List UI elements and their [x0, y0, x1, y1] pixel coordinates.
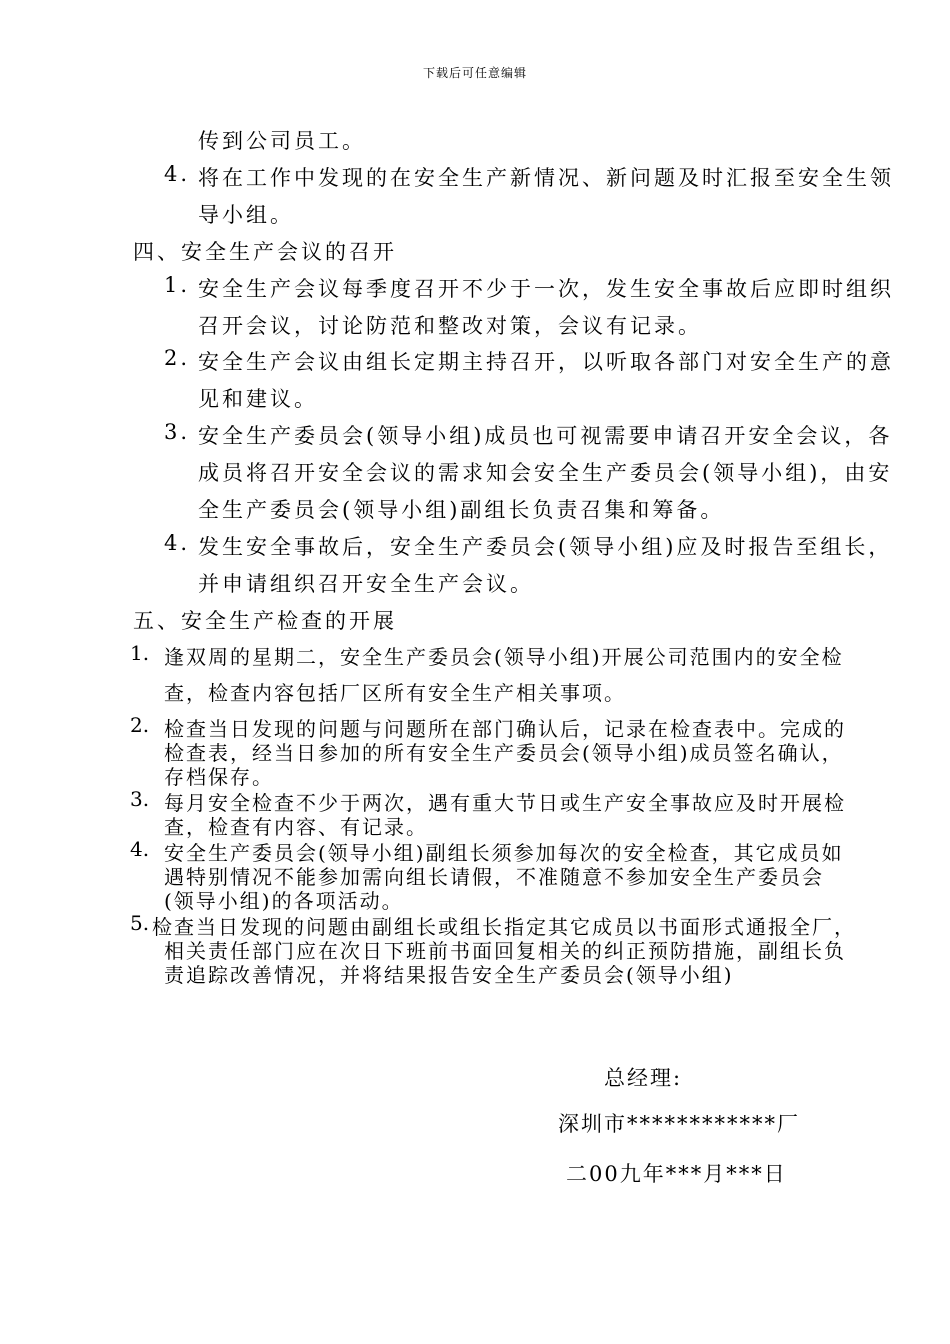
- sec5-item5-line: 责追踪改善情况，并将结果报告安全生产委员会(领导小组): [164, 963, 734, 987]
- sec5-item2-number: 2.: [130, 713, 150, 737]
- sec4-item1-line: 召开会议，讨论防范和整改对策，会议有记录。: [198, 314, 702, 338]
- sec4-item1-number: 1.: [164, 273, 191, 297]
- sec4-item1-line: 安全生产会议每季度召开不少于一次，发生安全事故后应即时组织: [198, 277, 894, 301]
- document-date: 二00九年***月***日: [566, 1162, 787, 1186]
- sec5-item2-line: 存档保存。: [164, 765, 274, 789]
- sec3-continuation-line: 传到公司员工。: [198, 129, 366, 153]
- sec4-item3-line: 安全生产委员会(领导小组)成员也可视需要申请召开安全会议，各: [198, 424, 893, 448]
- sec4-item2-line: 见和建议。: [198, 387, 318, 411]
- sec5-item3-number: 3.: [130, 787, 150, 811]
- sec3-item4-number: 4.: [164, 162, 191, 186]
- sec5-item4-number: 4.: [130, 837, 150, 861]
- sec5-item3-line: 每月安全检查不少于两次，遇有重大节日或生产安全事故应及时开展检: [164, 791, 846, 815]
- sec4-item4-line: 并申请组织召开安全生产会议。: [198, 572, 534, 596]
- company-name: 深圳市************厂: [558, 1112, 800, 1136]
- section5-heading: 五、安全生产检查的开展: [133, 609, 397, 633]
- sec5-item3-line: 查，检查有内容、有记录。: [164, 815, 428, 839]
- sec5-item5-line: 相关责任部门应在次日下班前书面回复相关的纠正预防措施，副组长负: [164, 939, 846, 963]
- sec4-item3-number: 3.: [164, 420, 191, 444]
- sec5-item1-line: 查，检查内容包括厂区所有安全生产相关事项。: [164, 681, 626, 705]
- sec5-item5-number: 5.: [130, 911, 150, 935]
- sec4-item2-line: 安全生产会议由组长定期主持召开，以听取各部门对安全生产的意: [198, 350, 894, 374]
- sec4-item4-line: 发生安全事故后，安全生产委员会(领导小组)应及时报告至组长，: [198, 535, 893, 559]
- sec3-item4-line: 导小组。: [198, 203, 294, 227]
- sec5-item1-number: 1.: [130, 641, 150, 665]
- sec4-item3-line: 成员将召开安全会议的需求知会安全生产委员会(领导小组)，由安: [198, 461, 893, 485]
- section4-heading: 四、安全生产会议的召开: [133, 240, 397, 264]
- sec5-item5-line: 检查当日发现的问题由副组长或组长指定其它成员以书面形式通报全厂，: [152, 915, 856, 939]
- manager-signature-label: 总经理:: [604, 1066, 683, 1090]
- sec5-item1-line: 逢双周的星期二，安全生产委员会(领导小组)开展公司范围内的安全检: [164, 645, 844, 669]
- sec5-item4-line: (领导小组)的各项活动。: [164, 889, 404, 913]
- sec4-item2-number: 2.: [164, 346, 191, 370]
- sec5-item2-line: 检查表，经当日参加的所有安全生产委员会(领导小组)成员签名确认，: [164, 741, 844, 765]
- sec5-item4-line: 安全生产委员会(领导小组)副组长须参加每次的安全检查，其它成员如: [164, 841, 844, 865]
- sec5-item4-line: 遇特别情况不能参加需向组长请假，不准随意不参加安全生产委员会: [164, 865, 824, 889]
- sec3-item4-line: 将在工作中发现的在安全生产新情况、新问题及时汇报至安全生领: [198, 166, 894, 190]
- sec4-item4-number: 4.: [164, 531, 191, 555]
- page-header: 下载后可任意编辑: [422, 66, 527, 80]
- sec5-item2-line: 检查当日发现的问题与问题所在部门确认后，记录在检查表中。完成的: [164, 717, 846, 741]
- sec4-item3-line: 全生产委员会(领导小组)副组长负责召集和筹备。: [198, 498, 725, 522]
